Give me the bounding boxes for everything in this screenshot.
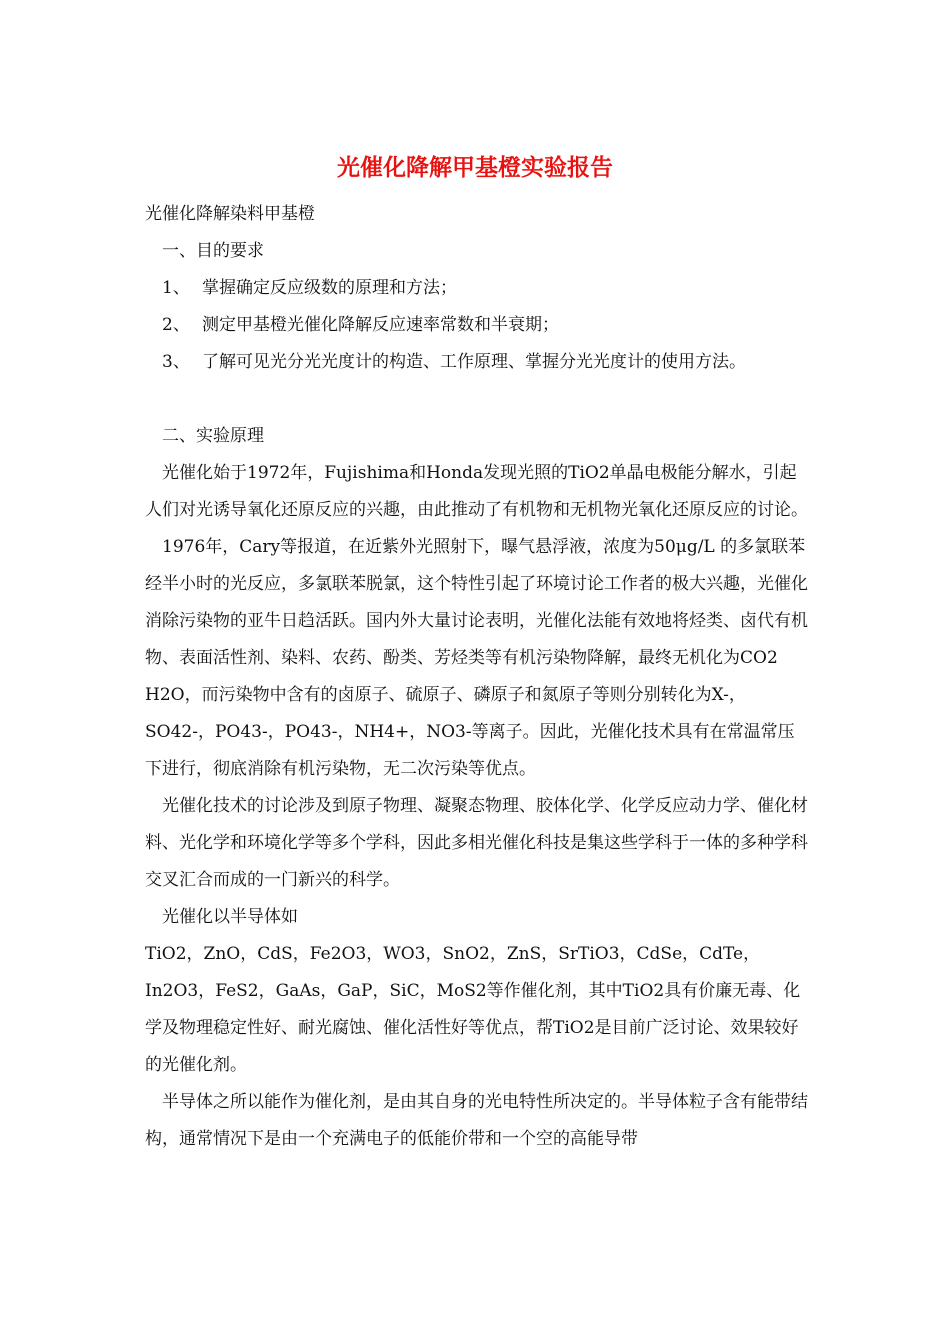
paragraph: TiO2，ZnO，CdS，Fe2O3，WO3，SnO2，ZnS，SrTiO3，CdSe，CdTe，In2O3，FeS2，GaAs，GaP，SiC，MoS2等作催化剂，其中TiO2具有价廉无毒、化学及物理稳定性好、耐光腐蚀、催化活性好等优点，帮TiO2是目前广泛讨论、效果较好的光催化剂。 bbox=[145, 944, 801, 1075]
section-heading-principles: 二、实验原理 bbox=[162, 426, 264, 446]
paragraph: 半导体之所以能作为催化剂，是由其自身的光电特性所决定的。半导体粒子含有能带结构，通常情况下是由一个充满电子的低能价带和一个空的高能导带 bbox=[145, 1092, 808, 1149]
list-item bbox=[145, 307, 810, 344]
document-subtitle: 光催化降解染料甲基橙 bbox=[145, 204, 315, 224]
paragraph: 1976年，Cary等报道，在近紫外光照射下，曝气悬浮液，浓度为50μg/L 的多氯联苯经半小时的光反应，多氯联苯脱氯，这个特性引起了环境讨论工作者的极大兴趣，光催化消除污染物的亚牛日趋活跃。国内外大量讨论表明，光催化法能有效地将烃类、卤代有机物、表面活性剂、染料、农药、酚类、芳烃类等有机污染物降解，最终无机化为CO2 H2O，而污染物中含有的卤原子、硫原子、磷原子和氮原子等则分别转化为X-，SO42-，PO43-，PO43-，NH4+，NO3-等离子。因此，光催化技术具有在常温常压下进行，彻底消除有机污染物，无二次污染等优点。 bbox=[145, 537, 808, 779]
list-item bbox=[145, 344, 810, 381]
list-item-text: 了解可见光分光光度计的构造、工作原理、掌握分光光度计的使用方法。 bbox=[202, 352, 746, 372]
list-item-number: 2、 bbox=[162, 315, 190, 335]
paragraph: 光催化以半导体如 bbox=[162, 907, 298, 927]
list-item-number: 1、 bbox=[162, 278, 190, 298]
paragraph: 光催化始于1972年，Fujishima和Honda发现光照的TiO2单晶电极能分解水，引起人们对光诱导氧化还原反应的兴趣，由此推动了有机物和无机物光氧化还原反应的讨论。 bbox=[145, 463, 808, 520]
paragraph: 光催化技术的讨论涉及到原子物理、凝聚态物理、胶体化学、化学反应动力学、催化材料、光化学和环境化学等多个学科，因此多相光催化科技是集这些学科于一体的多种学科交叉汇合而成的一门新兴的科学。 bbox=[145, 796, 808, 890]
section-heading-objectives: 一、目的要求 bbox=[162, 241, 264, 261]
document-body bbox=[145, 196, 810, 1158]
spacer bbox=[145, 381, 810, 418]
list-item-text: 掌握确定反应级数的原理和方法； bbox=[202, 278, 457, 298]
list-item bbox=[145, 270, 810, 307]
page-title: 光催化降解甲基橙实验报告 bbox=[337, 154, 613, 181]
list-item-text: 测定甲基橙光催化降解反应速率常数和半衰期； bbox=[202, 315, 559, 335]
list-item-number: 3、 bbox=[162, 352, 190, 372]
